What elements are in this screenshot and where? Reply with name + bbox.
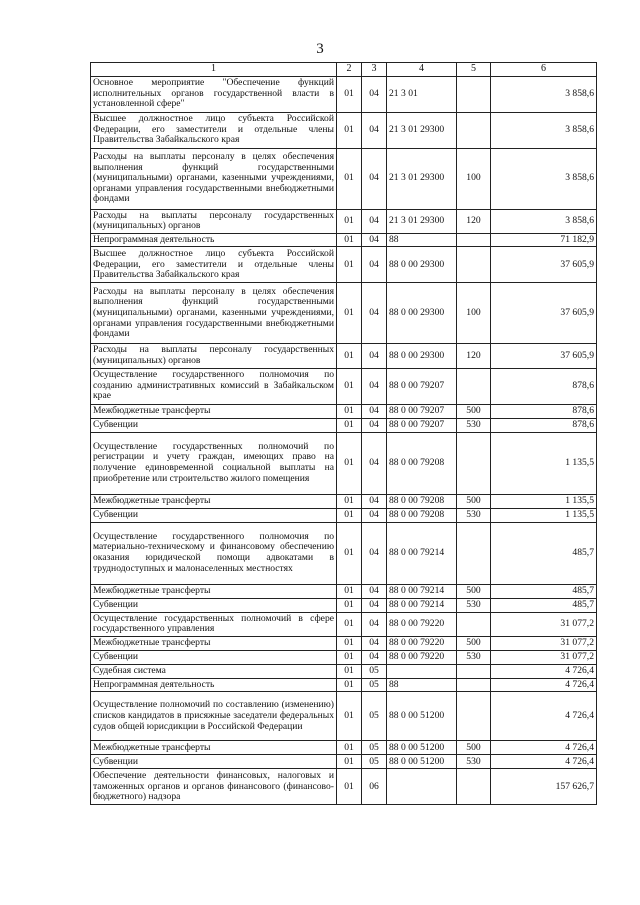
row-expense-type (457, 233, 491, 247)
row-expense-type: 500 (457, 636, 491, 650)
row-subsection: 04 (362, 508, 387, 522)
row-amount: 4 726,4 (491, 741, 597, 755)
row-amount: 4 726,4 (491, 755, 597, 769)
row-description: Непрограммная деятельность (91, 678, 337, 692)
row-amount: 3 858,6 (491, 209, 597, 233)
row-expense-type: 120 (457, 209, 491, 233)
row-subsection: 05 (362, 741, 387, 755)
row-expense-type (457, 247, 491, 283)
table-row (91, 418, 597, 432)
row-description: Осуществление государственных полномочий в сфере государственного управления (91, 612, 337, 636)
row-subsection: 04 (362, 494, 387, 508)
row-description: Расходы на выплаты персоналу в целях обеспечения выполнения функций государственными (муниципальными) органами, казенными учреждениями, органами управления государственными внебюджетными фондами (91, 283, 337, 344)
row-subsection: 04 (362, 344, 387, 368)
row-subsection: 04 (362, 283, 387, 344)
row-amount: 3 858,6 (491, 112, 597, 148)
row-description: Непрограммная деятельность (91, 233, 337, 247)
row-amount: 4 726,4 (491, 678, 597, 692)
row-subsection: 04 (362, 636, 387, 650)
row-subsection: 06 (362, 769, 387, 805)
row-description: Осуществление государственных полномочий по регистрации и учету граждан, имеющих право на получение единовременной социальной выплаты на приобретение или строительство жилого помещения (91, 432, 337, 494)
row-target-code: 88 0 00 51200 (387, 741, 457, 755)
row-expense-type (457, 522, 491, 584)
row-amount: 878,6 (491, 368, 597, 404)
row-description: Субвенции (91, 650, 337, 664)
table-row (91, 650, 597, 664)
row-expense-type: 100 (457, 283, 491, 344)
row-section: 01 (337, 283, 362, 344)
row-description: Судебная система (91, 664, 337, 678)
row-target-code: 88 (387, 233, 457, 247)
header-col-5: 5 (457, 63, 491, 77)
row-expense-type: 100 (457, 148, 491, 209)
row-target-code (387, 769, 457, 805)
row-subsection: 04 (362, 404, 387, 418)
row-amount: 878,6 (491, 404, 597, 418)
row-expense-type (457, 76, 491, 112)
row-description: Межбюджетные трансферты (91, 741, 337, 755)
row-amount: 485,7 (491, 598, 597, 612)
row-description: Осуществление государственного полномочия по материально-техническому и финансовому обеспечению оказания юридической помощи адвокатами в труднодоступных и малонаселенных местностях (91, 522, 337, 584)
row-section: 01 (337, 692, 362, 741)
row-description: Субвенции (91, 598, 337, 612)
row-section: 01 (337, 418, 362, 432)
row-subsection: 05 (362, 664, 387, 678)
header-col-1: 1 (91, 63, 337, 77)
table-row (91, 741, 597, 755)
row-section: 01 (337, 650, 362, 664)
row-expense-type: 500 (457, 741, 491, 755)
table-row (91, 233, 597, 247)
row-description: Обеспечение деятельности финансовых, налоговых и таможенных органов и органов финансового (финансово-бюджетного) надзора (91, 769, 337, 805)
row-section: 01 (337, 148, 362, 209)
row-subsection: 04 (362, 209, 387, 233)
row-amount: 3 858,6 (491, 76, 597, 112)
table-row (91, 368, 597, 404)
row-subsection: 04 (362, 522, 387, 584)
row-target-code: 21 3 01 (387, 76, 457, 112)
table-row (91, 755, 597, 769)
row-description: Межбюджетные трансферты (91, 636, 337, 650)
row-subsection: 04 (362, 584, 387, 598)
row-target-code: 88 0 00 79208 (387, 508, 457, 522)
row-target-code: 88 0 00 79207 (387, 418, 457, 432)
row-expense-type: 530 (457, 598, 491, 612)
row-description: Высшее должностное лицо субъекта Российской Федерации, его заместители и отдельные члены Правительства Забайкальского края (91, 247, 337, 283)
row-target-code: 88 0 00 79214 (387, 598, 457, 612)
row-amount: 71 182,9 (491, 233, 597, 247)
row-expense-type: 530 (457, 650, 491, 664)
row-target-code: 21 3 01 29300 (387, 209, 457, 233)
table-row (91, 612, 597, 636)
row-target-code: 21 3 01 29300 (387, 148, 457, 209)
row-subsection: 04 (362, 368, 387, 404)
row-subsection: 04 (362, 432, 387, 494)
row-section: 01 (337, 584, 362, 598)
row-amount: 4 726,4 (491, 692, 597, 741)
table-row (91, 584, 597, 598)
row-subsection: 04 (362, 650, 387, 664)
row-expense-type (457, 664, 491, 678)
row-target-code: 88 0 00 79220 (387, 650, 457, 664)
table-row (91, 76, 597, 112)
row-expense-type (457, 368, 491, 404)
row-description: Субвенции (91, 418, 337, 432)
row-subsection: 04 (362, 148, 387, 209)
table-row (91, 432, 597, 494)
table-row (91, 636, 597, 650)
row-target-code: 88 0 00 79220 (387, 612, 457, 636)
row-section: 01 (337, 755, 362, 769)
header-col-6: 6 (491, 63, 597, 77)
row-section: 01 (337, 112, 362, 148)
row-section: 01 (337, 209, 362, 233)
row-section: 01 (337, 612, 362, 636)
row-expense-type (457, 112, 491, 148)
row-description: Субвенции (91, 508, 337, 522)
row-subsection: 04 (362, 76, 387, 112)
row-expense-type: 530 (457, 418, 491, 432)
row-description: Межбюджетные трансферты (91, 404, 337, 418)
row-subsection: 04 (362, 598, 387, 612)
row-subsection: 04 (362, 418, 387, 432)
row-amount: 31 077,2 (491, 636, 597, 650)
row-description: Осуществление государственного полномочия по созданию административных комиссий в Забайкальском крае (91, 368, 337, 404)
row-description: Высшее должностное лицо субъекта Российской Федерации, его заместители и отдельные члены Правительства Забайкальского края (91, 112, 337, 148)
table-header (91, 63, 597, 77)
row-subsection: 04 (362, 612, 387, 636)
table-row (91, 508, 597, 522)
row-amount: 1 135,5 (491, 494, 597, 508)
row-target-code: 88 0 00 79214 (387, 584, 457, 598)
row-target-code: 88 0 00 29300 (387, 247, 457, 283)
row-section: 01 (337, 636, 362, 650)
row-section: 01 (337, 522, 362, 584)
header-col-3: 3 (362, 63, 387, 77)
row-expense-type: 500 (457, 584, 491, 598)
table-row (91, 148, 597, 209)
page-number: 3 (316, 41, 324, 57)
row-expense-type (457, 769, 491, 805)
row-section: 01 (337, 678, 362, 692)
table-row (91, 769, 597, 805)
row-expense-type: 500 (457, 494, 491, 508)
row-expense-type: 530 (457, 755, 491, 769)
row-target-code: 88 (387, 678, 457, 692)
row-description: Субвенции (91, 755, 337, 769)
row-target-code: 88 0 00 79207 (387, 404, 457, 418)
table-row (91, 209, 597, 233)
row-expense-type: 500 (457, 404, 491, 418)
row-target-code: 88 0 00 79220 (387, 636, 457, 650)
table-row (91, 522, 597, 584)
row-subsection: 04 (362, 247, 387, 283)
table-row (91, 664, 597, 678)
row-section: 01 (337, 247, 362, 283)
table-row (91, 404, 597, 418)
row-description: Межбюджетные трансферты (91, 494, 337, 508)
row-amount: 157 626,7 (491, 769, 597, 805)
row-subsection: 05 (362, 755, 387, 769)
row-expense-type (457, 678, 491, 692)
row-amount: 878,6 (491, 418, 597, 432)
row-section: 01 (337, 741, 362, 755)
row-description: Осуществление полномочий по составлению (изменению) списков кандидатов в присяжные заседатели федеральных судов общей юрисдикции в Российской Федерации (91, 692, 337, 741)
row-section: 01 (337, 432, 362, 494)
row-subsection: 04 (362, 233, 387, 247)
table-row (91, 494, 597, 508)
row-target-code: 88 0 00 79208 (387, 494, 457, 508)
budget-table (90, 62, 597, 805)
row-section: 01 (337, 344, 362, 368)
table-row (91, 112, 597, 148)
row-subsection: 04 (362, 112, 387, 148)
row-amount: 37 605,9 (491, 344, 597, 368)
row-target-code: 88 0 00 51200 (387, 692, 457, 741)
row-section: 01 (337, 404, 362, 418)
table-row (91, 344, 597, 368)
row-target-code: 88 0 00 79208 (387, 432, 457, 494)
row-target-code: 21 3 01 29300 (387, 112, 457, 148)
table-row (91, 598, 597, 612)
row-target-code: 88 0 00 51200 (387, 755, 457, 769)
row-expense-type (457, 432, 491, 494)
row-target-code: 88 0 00 79207 (387, 368, 457, 404)
header-row (91, 63, 597, 77)
row-section: 01 (337, 508, 362, 522)
row-description: Межбюджетные трансферты (91, 584, 337, 598)
row-amount: 37 605,9 (491, 283, 597, 344)
table-row (91, 692, 597, 741)
row-section: 01 (337, 76, 362, 112)
row-amount: 3 858,6 (491, 148, 597, 209)
row-target-code: 88 0 00 79214 (387, 522, 457, 584)
row-amount: 1 135,5 (491, 508, 597, 522)
row-amount: 485,7 (491, 522, 597, 584)
row-section: 01 (337, 233, 362, 247)
row-description: Основное мероприятие "Обеспечение функций исполнительных органов государственной власти в установленной сфере" (91, 76, 337, 112)
row-amount: 37 605,9 (491, 247, 597, 283)
row-amount: 4 726,4 (491, 664, 597, 678)
header-col-4: 4 (387, 63, 457, 77)
row-expense-type: 120 (457, 344, 491, 368)
row-section: 01 (337, 664, 362, 678)
row-expense-type (457, 692, 491, 741)
row-section: 01 (337, 598, 362, 612)
row-target-code: 88 0 00 29300 (387, 283, 457, 344)
row-amount: 1 135,5 (491, 432, 597, 494)
row-target-code (387, 664, 457, 678)
row-section: 01 (337, 368, 362, 404)
row-amount: 31 077,2 (491, 612, 597, 636)
row-subsection: 05 (362, 692, 387, 741)
table-row (91, 283, 597, 344)
row-amount: 485,7 (491, 584, 597, 598)
row-description: Расходы на выплаты персоналу в целях обеспечения выполнения функций государственными (муниципальными) органами, казенными учреждениями, органами управления государственными внебюджетными фондами (91, 148, 337, 209)
row-amount: 31 077,2 (491, 650, 597, 664)
table-row (91, 247, 597, 283)
row-target-code: 88 0 00 29300 (387, 344, 457, 368)
row-description: Расходы на выплаты персоналу государственных (муниципальных) органов (91, 209, 337, 233)
row-description: Расходы на выплаты персоналу государственных (муниципальных) органов (91, 344, 337, 368)
row-section: 01 (337, 494, 362, 508)
row-section: 01 (337, 769, 362, 805)
row-subsection: 05 (362, 678, 387, 692)
row-expense-type: 530 (457, 508, 491, 522)
row-expense-type (457, 612, 491, 636)
header-col-2: 2 (337, 63, 362, 77)
table-row (91, 678, 597, 692)
table-body (91, 76, 597, 805)
